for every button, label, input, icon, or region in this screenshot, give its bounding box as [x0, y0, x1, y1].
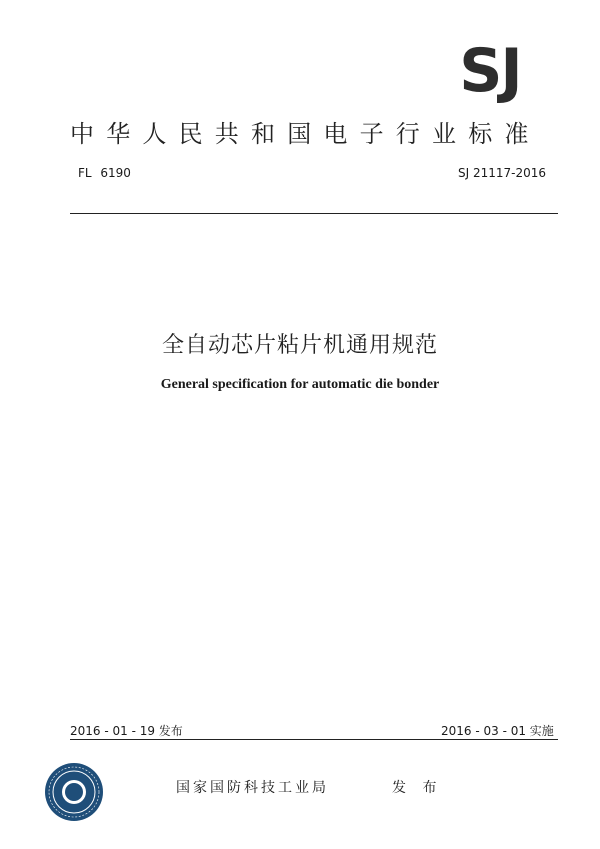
- standard-title-chinese: 全自动芯片粘片机通用规范: [161, 333, 438, 358]
- top-divider: [70, 213, 558, 214]
- implementation-date: 2016 - 03 - 01 实施: [441, 724, 554, 738]
- bottom-divider: [70, 739, 558, 740]
- standard-title-english: General specification for automatic die bonder: [160, 377, 440, 392]
- standard-number: SJ 21117-2016: [458, 166, 547, 180]
- ministry-seal-icon: [44, 762, 104, 822]
- organization-title: 中华人民共和国电子行业标准: [70, 120, 541, 148]
- issuing-authority: 国家国防科技工业局: [176, 780, 329, 796]
- issue-label: 发 布: [392, 780, 443, 796]
- release-date: 2016 - 01 - 19 发布: [70, 724, 183, 738]
- sj-logo: SJ: [459, 36, 521, 106]
- classification-code: FL 6190: [78, 166, 131, 180]
